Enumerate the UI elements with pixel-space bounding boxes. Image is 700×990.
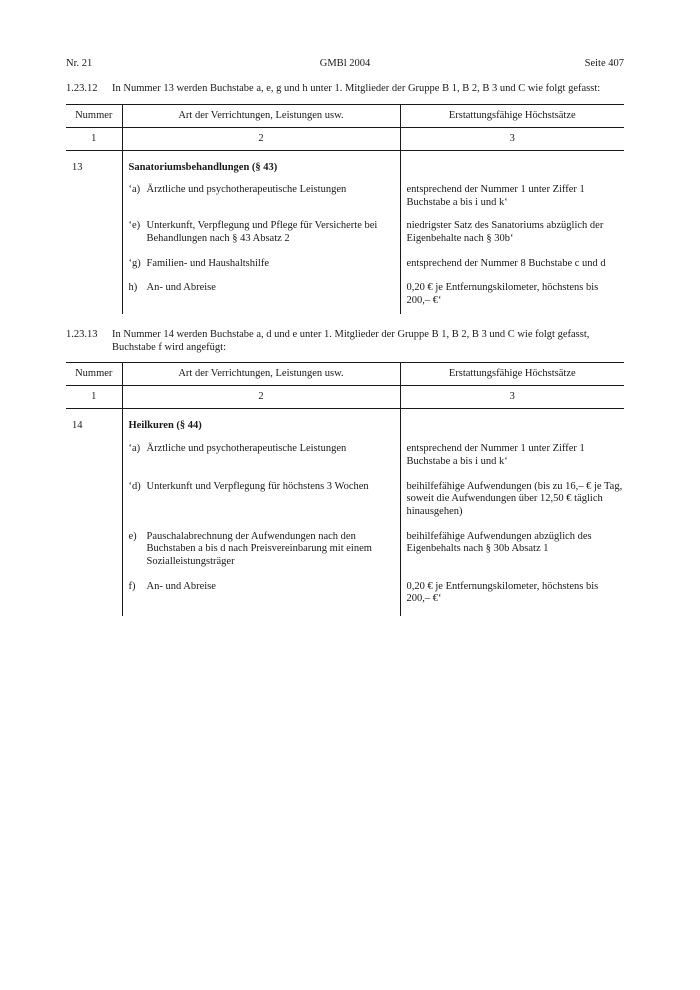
empty-cell: [400, 409, 624, 444]
column-header-rates: Erstattungsfähige Höchstsätze: [400, 105, 624, 128]
item-label: ‘a): [128, 184, 141, 195]
item-value: entsprechend der Nummer 1 unter Ziffer 1 Buchstabe a bis i und k‘: [406, 443, 585, 467]
item-value: beihilfefähige Aufwendungen (bis zu 16,– € je Tag, soweit die Aufwendungen über 12,50 € täglich hinausgehen): [406, 480, 623, 517]
table-row: [66, 220, 624, 258]
item-text: Ärztliche und psychotherapeutische Leistungen: [146, 443, 347, 455]
table-row: [66, 409, 624, 444]
item-label: ‘d): [128, 480, 141, 492]
page-number: Seite 407: [584, 58, 624, 69]
section-2-number: 1.23.13: [66, 329, 98, 340]
table-row: [66, 531, 624, 581]
page-header: [66, 58, 624, 72]
row-number: 14: [66, 409, 122, 617]
item-label: ‘g): [128, 258, 141, 269]
section-title: Heilkuren (§ 44): [122, 409, 400, 444]
column-header-type: Art der Verrichtungen, Leistungen usw.: [122, 105, 400, 128]
table-index-row: [66, 386, 624, 409]
item-cell: [122, 581, 400, 616]
empty-cell: [400, 151, 624, 185]
column-index-3: 3: [400, 128, 624, 151]
table-index-row: [66, 128, 624, 151]
item-text: An- und Abreise: [146, 282, 216, 293]
item-text: Ärztliche und psychotherapeutische Leistungen: [146, 184, 347, 195]
column-header-number: Nummer: [66, 105, 122, 128]
column-index-1: 1: [66, 386, 122, 409]
table-header-row: [66, 363, 624, 386]
section-title: Sanatoriumsbehandlungen (§ 43): [122, 151, 400, 185]
item-value: entsprechend der Nummer 1 unter Ziffer 1 Buchstabe a bis i und k‘: [406, 184, 585, 208]
item-cell: [122, 282, 400, 314]
item-label: h): [128, 282, 138, 293]
item-value: 0,20 € je Entfernungskilometer, höchstens bis 200,– €‘: [406, 282, 599, 306]
section-1-text: In Nummer 13 werden Buchstabe a, e, g und h unter 1. Mitglieder der Gruppe B 1, B 2, B 3 und C wie folgt gefasst:: [112, 83, 601, 94]
table-row: [66, 443, 624, 480]
column-header-type: Art der Verrichtungen, Leistungen usw.: [122, 363, 400, 386]
table-row: [66, 151, 624, 185]
section-2-text: In Nummer 14 werden Buchstabe a, d und e unter 1. Mitglieder der Gruppe B 1, B 2, B 3 und C wie folgt gefasst, Buchstabe f wird angefügt:: [112, 329, 590, 353]
item-cell: [122, 531, 400, 581]
item-label: e): [128, 530, 137, 542]
table-header-row: [66, 105, 624, 128]
publication-title: GMBl 2004: [319, 58, 371, 69]
section-1-number: 1.23.12: [66, 83, 98, 94]
item-cell: [122, 481, 400, 531]
item-cell: [122, 258, 400, 282]
item-text: Familien- und Haushaltshilfe: [146, 258, 269, 269]
table-section-2: [66, 362, 624, 616]
issue-number: Nr. 21: [66, 58, 93, 69]
item-text: An- und Abreise: [146, 580, 216, 592]
row-number: 13: [66, 151, 122, 315]
table-row: [66, 258, 624, 282]
item-value: entsprechend der Nummer 8 Buchstabe c und d: [406, 258, 606, 269]
item-text: Unterkunft und Verpflegung für höchstens 3 Wochen: [146, 480, 369, 492]
column-header-rates: Erstattungsfähige Höchstsätze: [400, 363, 624, 386]
item-cell: [122, 220, 400, 258]
column-index-1: 1: [66, 128, 122, 151]
item-cell: [122, 443, 400, 480]
item-label: f): [128, 580, 136, 592]
column-index-3: 3: [400, 386, 624, 409]
table-row: [66, 282, 624, 314]
item-cell: [122, 184, 400, 220]
column-index-2: 2: [122, 386, 400, 409]
item-text: Unterkunft, Verpflegung und Pflege für Versicherte bei Behandlungen nach § 43 Absatz 2: [146, 220, 378, 244]
item-value: beihilfefähige Aufwendungen abzüglich des Eigenbehalts nach § 30b Absatz 1: [406, 530, 592, 555]
column-index-2: 2: [122, 128, 400, 151]
item-value: niedrigster Satz des Sanatoriums abzüglich der Eigenbehalte nach § 30b‘: [406, 220, 604, 244]
table-row: [66, 184, 624, 220]
item-value: 0,20 € je Entfernungskilometer, höchstens bis 200,– €‘: [406, 580, 599, 605]
item-label: ‘e): [128, 220, 141, 231]
table-section-1: [66, 104, 624, 314]
item-label: ‘a): [128, 443, 141, 455]
table-row: [66, 581, 624, 616]
column-header-number: Nummer: [66, 363, 122, 386]
table-row: [66, 481, 624, 531]
item-text: Pauschalabrechnung der Aufwendungen nach den Buchstaben a bis d nach Preisvereinbarung mit einem Sozialleistungsträger: [146, 530, 372, 567]
